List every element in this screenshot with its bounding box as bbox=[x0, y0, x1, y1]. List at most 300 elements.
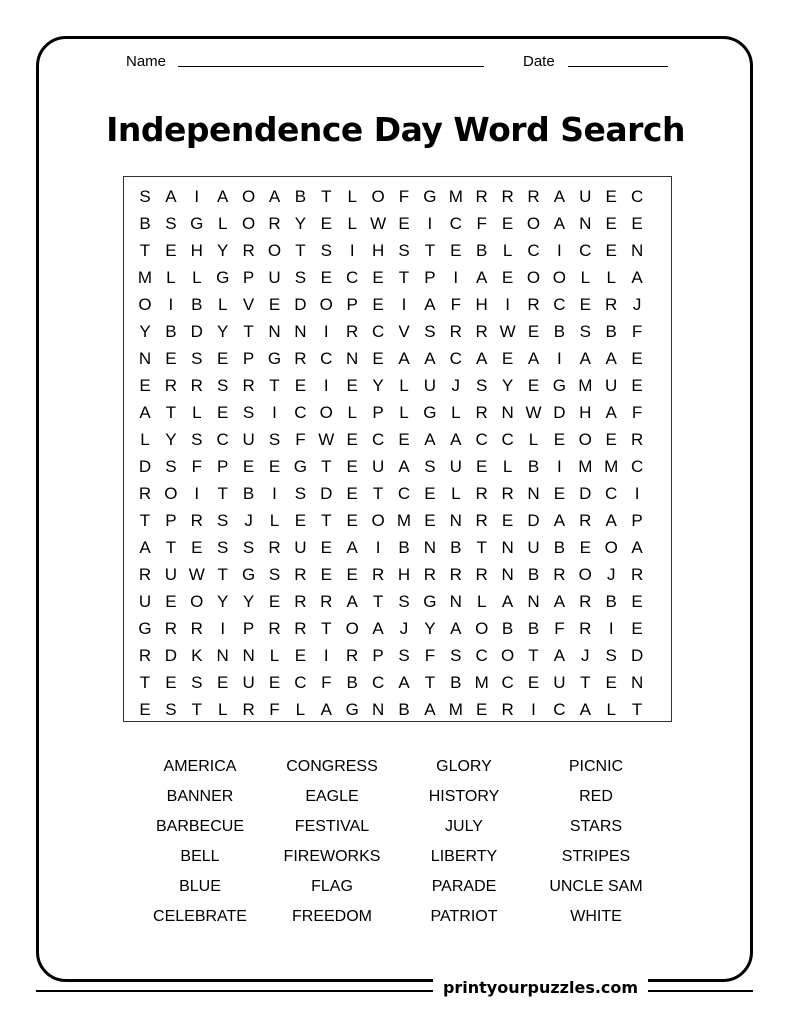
grid-letter[interactable]: A bbox=[268, 187, 281, 206]
grid-letter[interactable]: D bbox=[630, 646, 644, 665]
grid-letter[interactable]: O bbox=[319, 295, 333, 314]
grid-letter[interactable]: R bbox=[527, 187, 540, 206]
grid-letter[interactable]: E bbox=[294, 376, 307, 395]
grid-letter[interactable]: E bbox=[217, 349, 229, 368]
grid-letter[interactable]: A bbox=[372, 619, 384, 638]
grid-letter[interactable]: L bbox=[606, 700, 616, 719]
grid-letter[interactable]: B bbox=[139, 214, 151, 233]
grid-letter[interactable]: L bbox=[451, 403, 461, 422]
grid-letter[interactable]: P bbox=[631, 511, 643, 530]
grid-letter[interactable]: B bbox=[346, 673, 358, 692]
grid-letter[interactable]: G bbox=[423, 592, 437, 611]
grid-letter[interactable]: R bbox=[553, 565, 566, 584]
grid-letter[interactable]: U bbox=[579, 187, 592, 206]
grid-letter[interactable]: Y bbox=[501, 376, 514, 395]
grid-letter[interactable]: A bbox=[139, 538, 151, 557]
grid-letter[interactable]: E bbox=[346, 484, 358, 503]
grid-letter[interactable]: B bbox=[398, 538, 410, 557]
grid-letter[interactable]: B bbox=[605, 592, 617, 611]
grid-letter[interactable]: L bbox=[295, 700, 306, 719]
grid-letter[interactable]: N bbox=[501, 565, 514, 584]
grid-letter[interactable]: G bbox=[138, 619, 152, 638]
grid-letter[interactable]: E bbox=[217, 403, 229, 422]
grid-letter[interactable]: R bbox=[190, 376, 203, 395]
grid-letter[interactable]: E bbox=[346, 511, 358, 530]
grid-letter[interactable]: T bbox=[321, 511, 332, 530]
grid-letter[interactable]: R bbox=[475, 565, 488, 584]
grid-letter[interactable]: B bbox=[165, 322, 177, 341]
grid-letter[interactable]: C bbox=[371, 430, 385, 449]
grid-letter[interactable]: S bbox=[398, 646, 410, 665]
grid-letter[interactable]: A bbox=[139, 403, 151, 422]
grid-letter[interactable]: R bbox=[423, 565, 437, 584]
grid-letter[interactable]: R bbox=[268, 214, 281, 233]
grid-letter[interactable]: R bbox=[449, 565, 462, 584]
grid-letter[interactable]: R bbox=[475, 187, 488, 206]
grid-letter[interactable]: S bbox=[217, 538, 229, 557]
letter-grid[interactable] bbox=[123, 176, 672, 722]
grid-letter[interactable]: R bbox=[605, 295, 618, 314]
grid-letter[interactable]: U bbox=[371, 457, 385, 476]
grid-letter[interactable]: U bbox=[605, 376, 618, 395]
grid-letter[interactable]: L bbox=[192, 403, 202, 422]
grid-letter[interactable]: E bbox=[268, 673, 281, 692]
grid-letter[interactable]: N bbox=[527, 592, 540, 611]
grid-letter[interactable]: U bbox=[527, 538, 540, 557]
grid-letter[interactable]: G bbox=[423, 187, 437, 206]
grid-letter[interactable]: O bbox=[241, 187, 256, 206]
grid-letter[interactable]: E bbox=[346, 430, 358, 449]
grid-letter[interactable]: N bbox=[501, 403, 514, 422]
grid-letter[interactable]: T bbox=[424, 241, 436, 260]
grid-letter[interactable]: L bbox=[476, 592, 487, 611]
grid-letter[interactable]: R bbox=[242, 376, 255, 395]
grid-letter[interactable]: R bbox=[501, 484, 514, 503]
grid-letter[interactable]: R bbox=[190, 619, 203, 638]
grid-letter[interactable]: T bbox=[321, 457, 332, 476]
grid-letter[interactable]: N bbox=[216, 646, 229, 665]
grid-letter[interactable]: H bbox=[190, 241, 203, 260]
grid-letter[interactable]: N bbox=[346, 349, 359, 368]
grid-letter[interactable]: I bbox=[557, 457, 562, 476]
grid-letter[interactable]: C bbox=[216, 430, 229, 449]
grid-letter[interactable]: E bbox=[631, 376, 643, 395]
grid-letter[interactable]: G bbox=[423, 403, 437, 422]
grid-letter[interactable]: E bbox=[450, 241, 462, 260]
grid-letter[interactable]: M bbox=[137, 268, 153, 287]
grid-letter[interactable]: E bbox=[139, 376, 151, 395]
grid-letter[interactable]: M bbox=[578, 376, 593, 395]
grid-letter[interactable]: F bbox=[295, 430, 306, 449]
grid-letter[interactable]: A bbox=[605, 511, 617, 530]
grid-letter[interactable]: A bbox=[501, 592, 514, 611]
grid-letter[interactable]: R bbox=[268, 538, 281, 557]
grid-letter[interactable]: T bbox=[295, 241, 306, 260]
grid-letter[interactable]: M bbox=[448, 187, 463, 206]
grid-letter[interactable]: U bbox=[294, 538, 307, 557]
grid-letter[interactable]: A bbox=[476, 268, 488, 287]
grid-letter[interactable]: S bbox=[139, 187, 151, 206]
grid-letter[interactable]: E bbox=[320, 268, 332, 287]
grid-letter[interactable]: C bbox=[294, 673, 307, 692]
grid-letter[interactable]: N bbox=[294, 322, 307, 341]
grid-letter[interactable]: T bbox=[631, 700, 643, 719]
grid-letter[interactable]: N bbox=[449, 592, 462, 611]
grid-letter[interactable]: W bbox=[525, 403, 542, 422]
grid-letter[interactable]: B bbox=[191, 295, 203, 314]
grid-letter[interactable]: O bbox=[526, 268, 541, 287]
grid-letter[interactable]: F bbox=[191, 457, 202, 476]
grid-letter[interactable]: I bbox=[168, 295, 174, 314]
grid-letter[interactable]: A bbox=[476, 349, 488, 368]
grid-letter[interactable]: S bbox=[450, 646, 462, 665]
grid-letter[interactable]: W bbox=[499, 322, 516, 341]
grid-letter[interactable]: A bbox=[346, 592, 358, 611]
grid-letter[interactable]: A bbox=[398, 349, 410, 368]
grid-letter[interactable]: O bbox=[190, 592, 204, 611]
grid-letter[interactable]: T bbox=[476, 538, 487, 557]
grid-letter[interactable]: C bbox=[320, 349, 333, 368]
grid-letter[interactable]: T bbox=[372, 592, 384, 611]
grid-letter[interactable]: H bbox=[397, 565, 411, 584]
grid-letter[interactable]: C bbox=[501, 673, 514, 692]
grid-letter[interactable]: R bbox=[371, 565, 385, 584]
grid-letter[interactable]: T bbox=[269, 376, 280, 395]
grid-letter[interactable]: O bbox=[371, 511, 385, 530]
grid-letter[interactable]: E bbox=[346, 565, 358, 584]
grid-letter[interactable]: R bbox=[268, 619, 281, 638]
grid-letter[interactable]: R bbox=[294, 592, 307, 611]
grid-letter[interactable]: O bbox=[319, 403, 333, 422]
grid-letter[interactable]: S bbox=[398, 592, 410, 611]
grid-letter[interactable]: M bbox=[578, 457, 593, 476]
grid-letter[interactable]: U bbox=[553, 673, 566, 692]
grid-letter[interactable]: B bbox=[605, 322, 617, 341]
grid-letter[interactable]: Y bbox=[294, 214, 307, 233]
grid-letter[interactable]: O bbox=[164, 484, 178, 503]
grid-letter[interactable]: R bbox=[294, 565, 307, 584]
grid-letter[interactable]: I bbox=[272, 484, 277, 503]
grid-letter[interactable]: G bbox=[216, 268, 230, 287]
grid-letter[interactable]: S bbox=[320, 241, 332, 260]
grid-letter[interactable]: E bbox=[217, 673, 229, 692]
grid-letter[interactable]: P bbox=[372, 403, 384, 422]
grid-letter[interactable]: G bbox=[552, 376, 566, 395]
grid-letter[interactable]: R bbox=[501, 187, 514, 206]
grid-letter[interactable]: C bbox=[346, 268, 359, 287]
grid-letter[interactable]: T bbox=[243, 322, 254, 341]
grid-letter[interactable]: G bbox=[190, 214, 204, 233]
grid-letter[interactable]: I bbox=[220, 619, 226, 638]
grid-letter[interactable]: E bbox=[320, 214, 332, 233]
grid-letter[interactable]: I bbox=[557, 241, 562, 260]
grid-letter[interactable]: T bbox=[398, 268, 410, 287]
grid-letter[interactable]: E bbox=[579, 295, 591, 314]
grid-letter[interactable]: T bbox=[165, 403, 177, 422]
grid-letter[interactable]: F bbox=[476, 214, 487, 233]
grid-letter[interactable]: R bbox=[242, 241, 255, 260]
grid-letter[interactable]: E bbox=[527, 322, 540, 341]
grid-letter[interactable]: L bbox=[502, 457, 513, 476]
grid-letter[interactable]: C bbox=[579, 241, 592, 260]
grid-letter[interactable]: S bbox=[476, 376, 488, 395]
grid-letter[interactable]: E bbox=[268, 592, 281, 611]
date-line[interactable] bbox=[568, 66, 668, 67]
grid-letter[interactable]: T bbox=[217, 484, 228, 503]
grid-letter[interactable]: S bbox=[579, 322, 591, 341]
grid-letter[interactable]: A bbox=[346, 538, 358, 557]
grid-letter[interactable]: Y bbox=[139, 322, 151, 341]
grid-letter[interactable]: G bbox=[241, 565, 256, 584]
grid-letter[interactable]: D bbox=[553, 403, 566, 422]
grid-letter[interactable]: O bbox=[267, 241, 282, 260]
grid-letter[interactable]: A bbox=[527, 349, 540, 368]
grid-letter[interactable]: M bbox=[396, 511, 412, 530]
grid-letter[interactable]: J bbox=[632, 295, 642, 314]
grid-letter[interactable]: E bbox=[191, 538, 203, 557]
grid-letter[interactable]: E bbox=[294, 646, 307, 665]
grid-letter[interactable]: E bbox=[605, 673, 617, 692]
grid-letter[interactable]: L bbox=[217, 214, 228, 233]
grid-letter[interactable]: E bbox=[372, 349, 384, 368]
grid-letter[interactable]: D bbox=[164, 646, 178, 665]
grid-letter[interactable]: B bbox=[476, 241, 488, 260]
grid-letter[interactable]: I bbox=[194, 187, 200, 206]
grid-letter[interactable]: L bbox=[606, 268, 616, 287]
grid-letter[interactable]: L bbox=[269, 646, 280, 665]
grid-letter[interactable]: L bbox=[580, 268, 591, 287]
grid-letter[interactable]: U bbox=[164, 565, 178, 584]
grid-letter[interactable]: F bbox=[269, 700, 280, 719]
grid-letter[interactable]: B bbox=[450, 538, 462, 557]
grid-letter[interactable]: E bbox=[631, 349, 643, 368]
grid-letter[interactable]: A bbox=[320, 700, 332, 719]
grid-letter[interactable]: S bbox=[424, 322, 436, 341]
grid-letter[interactable]: N bbox=[527, 484, 540, 503]
grid-letter[interactable]: R bbox=[630, 565, 644, 584]
grid-letter[interactable]: O bbox=[578, 565, 592, 584]
grid-letter[interactable]: O bbox=[138, 295, 152, 314]
grid-letter[interactable]: E bbox=[139, 700, 151, 719]
grid-letter[interactable]: E bbox=[501, 214, 514, 233]
grid-letter[interactable]: A bbox=[579, 700, 591, 719]
grid-letter[interactable]: C bbox=[501, 430, 514, 449]
grid-letter[interactable]: L bbox=[528, 430, 539, 449]
grid-letter[interactable]: A bbox=[217, 187, 229, 206]
grid-letter[interactable]: L bbox=[502, 241, 513, 260]
grid-letter[interactable]: E bbox=[165, 241, 177, 260]
grid-letter[interactable]: T bbox=[321, 619, 332, 638]
grid-letter[interactable]: F bbox=[450, 295, 461, 314]
grid-letter[interactable]: R bbox=[475, 511, 488, 530]
grid-letter[interactable]: E bbox=[579, 538, 591, 557]
grid-letter[interactable]: F bbox=[554, 619, 565, 638]
grid-letter[interactable]: O bbox=[241, 214, 256, 233]
grid-letter[interactable]: E bbox=[605, 241, 617, 260]
grid-letter[interactable]: H bbox=[475, 295, 488, 314]
grid-letter[interactable]: B bbox=[294, 187, 307, 206]
grid-letter[interactable]: S bbox=[268, 430, 281, 449]
grid-letter[interactable]: V bbox=[398, 322, 410, 341]
grid-letter[interactable]: D bbox=[138, 457, 152, 476]
grid-letter[interactable]: E bbox=[501, 511, 514, 530]
grid-letter[interactable]: T bbox=[528, 646, 539, 665]
grid-letter[interactable]: E bbox=[372, 268, 384, 287]
grid-letter[interactable]: M bbox=[474, 673, 489, 692]
grid-letter[interactable]: E bbox=[294, 511, 307, 530]
grid-letter[interactable]: T bbox=[321, 187, 332, 206]
grid-letter[interactable]: I bbox=[323, 376, 329, 395]
grid-letter[interactable]: I bbox=[349, 241, 355, 260]
grid-letter[interactable]: A bbox=[398, 673, 410, 692]
grid-letter[interactable]: Y bbox=[372, 376, 384, 395]
grid-letter[interactable]: P bbox=[242, 268, 255, 287]
grid-letter[interactable]: E bbox=[165, 673, 177, 692]
grid-letter[interactable]: L bbox=[347, 214, 357, 233]
grid-letter[interactable]: E bbox=[398, 430, 410, 449]
grid-letter[interactable]: O bbox=[345, 619, 359, 638]
grid-letter[interactable]: S bbox=[165, 700, 177, 719]
grid-letter[interactable]: T bbox=[139, 673, 151, 692]
grid-letter[interactable]: E bbox=[501, 268, 514, 287]
grid-letter[interactable]: R bbox=[449, 322, 462, 341]
grid-letter[interactable]: N bbox=[630, 673, 644, 692]
grid-letter[interactable]: H bbox=[371, 241, 385, 260]
grid-letter[interactable]: E bbox=[268, 457, 281, 476]
grid-letter[interactable]: S bbox=[191, 673, 203, 692]
grid-letter[interactable]: R bbox=[579, 619, 592, 638]
grid-letter[interactable]: I bbox=[323, 646, 329, 665]
grid-letter[interactable]: C bbox=[294, 403, 307, 422]
grid-letter[interactable]: R bbox=[475, 484, 488, 503]
grid-letter[interactable]: C bbox=[475, 430, 488, 449]
grid-letter[interactable]: T bbox=[217, 565, 228, 584]
grid-letter[interactable]: Y bbox=[424, 619, 436, 638]
grid-letter[interactable]: E bbox=[527, 673, 540, 692]
grid-letter[interactable]: B bbox=[553, 538, 566, 557]
grid-letter[interactable]: A bbox=[605, 403, 617, 422]
grid-letter[interactable]: C bbox=[475, 646, 488, 665]
grid-letter[interactable]: R bbox=[346, 646, 359, 665]
grid-letter[interactable]: A bbox=[553, 187, 566, 206]
grid-letter[interactable]: S bbox=[242, 538, 255, 557]
grid-letter[interactable]: N bbox=[501, 538, 514, 557]
grid-letter[interactable]: E bbox=[605, 214, 617, 233]
grid-letter[interactable]: F bbox=[631, 403, 643, 422]
grid-letter[interactable]: U bbox=[138, 592, 152, 611]
grid-letter[interactable]: W bbox=[370, 214, 387, 233]
grid-letter[interactable]: L bbox=[140, 430, 150, 449]
grid-letter[interactable]: D bbox=[320, 484, 333, 503]
grid-letter[interactable]: A bbox=[424, 430, 436, 449]
grid-letter[interactable]: B bbox=[527, 619, 540, 638]
grid-letter[interactable]: E bbox=[165, 592, 177, 611]
grid-letter[interactable]: B bbox=[527, 565, 540, 584]
grid-letter[interactable]: E bbox=[165, 349, 177, 368]
grid-letter[interactable]: R bbox=[346, 322, 359, 341]
name-line[interactable] bbox=[178, 66, 484, 67]
grid-letter[interactable]: L bbox=[451, 484, 461, 503]
grid-letter[interactable]: R bbox=[164, 619, 178, 638]
grid-letter[interactable]: Y bbox=[217, 592, 229, 611]
grid-letter[interactable]: A bbox=[165, 187, 177, 206]
grid-letter[interactable]: S bbox=[268, 565, 281, 584]
grid-letter[interactable]: S bbox=[242, 403, 255, 422]
grid-letter[interactable]: S bbox=[294, 484, 307, 503]
grid-letter[interactable]: E bbox=[553, 430, 566, 449]
grid-letter[interactable]: I bbox=[375, 538, 381, 557]
grid-letter[interactable]: C bbox=[371, 322, 385, 341]
grid-letter[interactable]: A bbox=[579, 349, 591, 368]
grid-letter[interactable]: F bbox=[424, 646, 436, 665]
grid-letter[interactable]: S bbox=[424, 457, 436, 476]
grid-letter[interactable]: I bbox=[272, 403, 277, 422]
grid-letter[interactable]: C bbox=[449, 349, 462, 368]
grid-letter[interactable]: B bbox=[242, 484, 255, 503]
grid-letter[interactable]: P bbox=[242, 619, 255, 638]
grid-letter[interactable]: G bbox=[293, 457, 307, 476]
grid-letter[interactable]: A bbox=[450, 619, 462, 638]
grid-letter[interactable]: E bbox=[372, 295, 384, 314]
grid-letter[interactable]: A bbox=[424, 700, 436, 719]
grid-letter[interactable]: A bbox=[605, 349, 617, 368]
grid-letter[interactable]: C bbox=[605, 484, 618, 503]
grid-letter[interactable]: A bbox=[398, 457, 410, 476]
grid-letter[interactable]: U bbox=[423, 376, 437, 395]
grid-letter[interactable]: S bbox=[165, 457, 177, 476]
grid-letter[interactable]: T bbox=[424, 673, 436, 692]
grid-letter[interactable]: A bbox=[553, 646, 566, 665]
grid-letter[interactable]: P bbox=[242, 349, 255, 368]
grid-letter[interactable]: E bbox=[605, 187, 617, 206]
grid-letter[interactable]: K bbox=[191, 646, 203, 665]
grid-letter[interactable]: N bbox=[579, 214, 592, 233]
grid-letter[interactable]: C bbox=[371, 673, 385, 692]
grid-letter[interactable]: B bbox=[501, 619, 514, 638]
grid-letter[interactable]: M bbox=[448, 700, 463, 719]
grid-letter[interactable]: R bbox=[294, 619, 307, 638]
grid-letter[interactable]: N bbox=[371, 700, 385, 719]
grid-letter[interactable]: E bbox=[268, 295, 281, 314]
grid-letter[interactable]: I bbox=[531, 700, 536, 719]
grid-letter[interactable]: Y bbox=[217, 322, 229, 341]
grid-letter[interactable]: E bbox=[346, 376, 358, 395]
grid-letter[interactable]: R bbox=[138, 565, 152, 584]
grid-letter[interactable]: E bbox=[631, 619, 643, 638]
grid-letter[interactable]: L bbox=[399, 376, 409, 395]
grid-letter[interactable]: E bbox=[476, 700, 488, 719]
grid-letter[interactable]: G bbox=[345, 700, 359, 719]
grid-letter[interactable]: S bbox=[191, 430, 203, 449]
grid-letter[interactable]: E bbox=[346, 457, 358, 476]
grid-letter[interactable]: N bbox=[268, 322, 281, 341]
grid-letter[interactable]: R bbox=[242, 700, 255, 719]
grid-letter[interactable]: E bbox=[398, 214, 410, 233]
grid-letter[interactable]: W bbox=[318, 430, 335, 449]
grid-letter[interactable]: S bbox=[217, 376, 229, 395]
grid-letter[interactable]: R bbox=[138, 646, 152, 665]
grid-letter[interactable]: A bbox=[424, 295, 436, 314]
grid-letter[interactable]: L bbox=[217, 700, 228, 719]
grid-letter[interactable]: I bbox=[323, 322, 329, 341]
grid-letter[interactable]: B bbox=[398, 700, 410, 719]
grid-letter[interactable]: L bbox=[269, 511, 280, 530]
grid-letter[interactable]: E bbox=[242, 457, 255, 476]
grid-letter[interactable]: J bbox=[244, 511, 253, 530]
grid-letter[interactable]: C bbox=[553, 295, 566, 314]
grid-letter[interactable]: U bbox=[242, 430, 255, 449]
grid-letter[interactable]: P bbox=[424, 268, 436, 287]
